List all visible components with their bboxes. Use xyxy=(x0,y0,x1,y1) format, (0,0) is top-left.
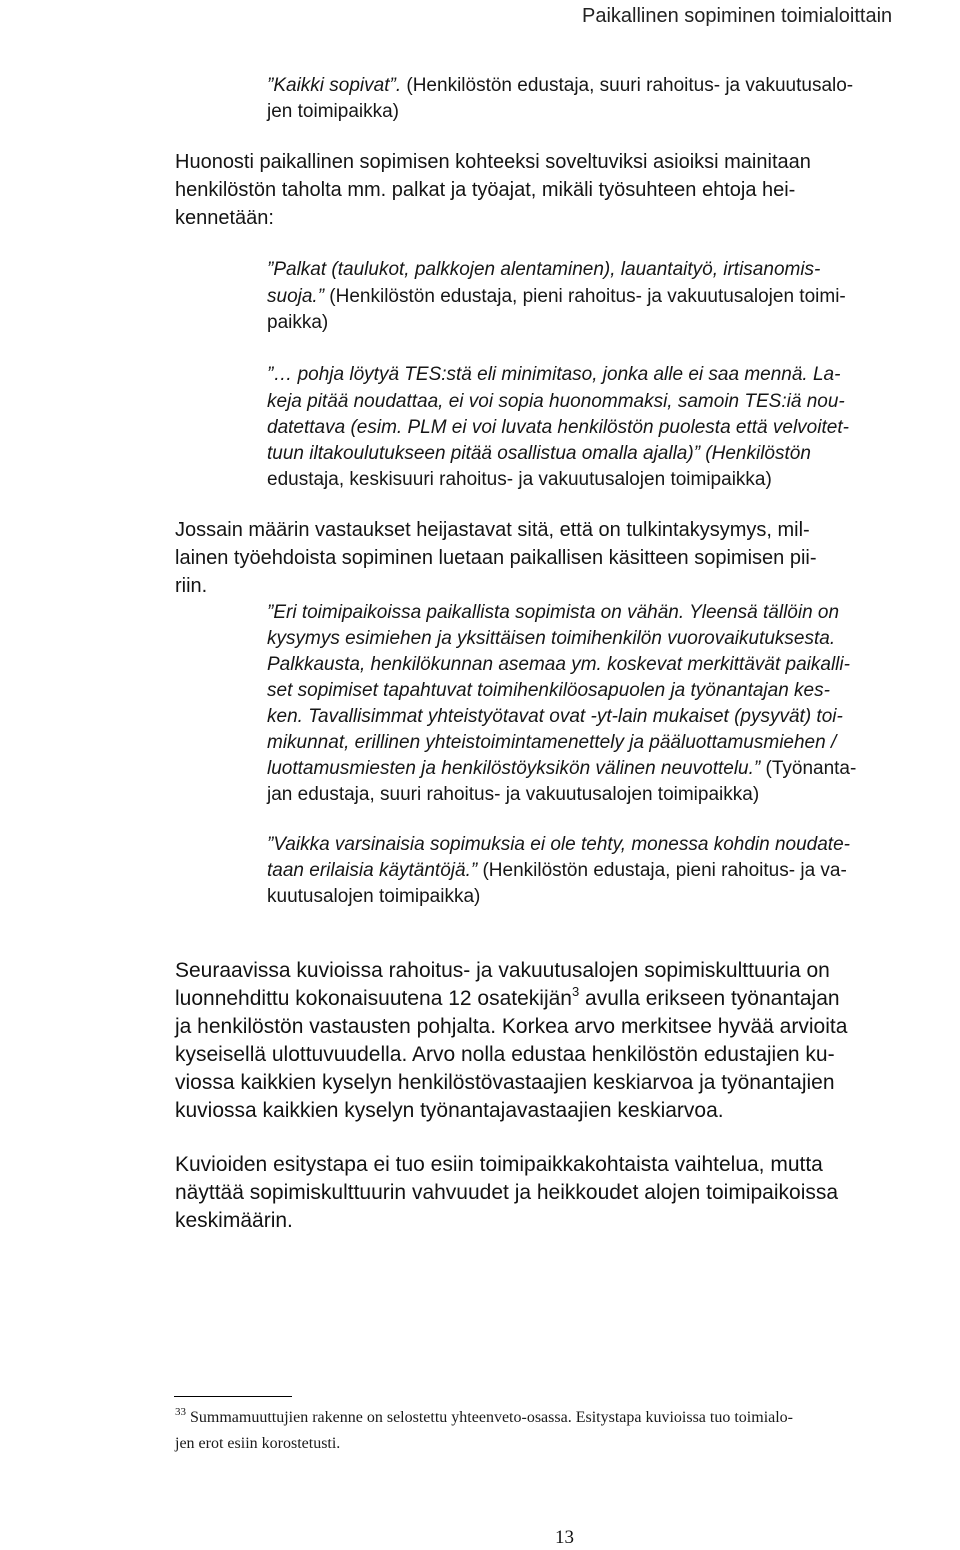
quote-4-line-6: mikunnat, erillinen yhteistoimintamenettely ja pääluottamusmiehen / xyxy=(267,732,837,753)
quote-2-line-1: ”Palkat (taulukot, palkkojen alentaminen), lauantaityö, irtisanomis- xyxy=(267,259,821,280)
para-3-line-4: kyseisellä ulottuvuudella. Arvo nolla edustaa henkilöstön edustajien ku- xyxy=(175,1043,835,1066)
quote-3-line-1: ”… pohja löytyä TES:stä eli minimitaso, jonka alle ei saa mennä. La- xyxy=(267,364,841,385)
para-1-line-3: kennetään: xyxy=(175,207,274,229)
quote-4-line-2: kysymys esimiehen ja yksittäisen toimihenkilön vuorovaikutuksesta. xyxy=(267,628,836,649)
para-3-line-1: Seuraavissa kuvioissa rahoitus- ja vakuutusalojen sopimiskulttuuria on xyxy=(175,959,830,982)
para-2-line-2: lainen työehdoista sopiminen luetaan paikallisen käsitteen sopimisen pii- xyxy=(175,547,817,569)
quote-1-line-1: ”Kaikki sopivat”. (Henkilöstön edustaja, suuri rahoitus- ja vakuutusalo- xyxy=(267,75,854,96)
para-4-line-2: näyttää sopimiskulttuurin vahvuudet ja heikkoudet alojen toimipaikoissa xyxy=(175,1181,839,1204)
para-3-line-3: ja henkilöstön vastausten pohjalta. Korkea arvo merkitsee hyvää arvioita xyxy=(175,1015,848,1038)
para-1-line-2: henkilöstön taholta mm. palkat ja työajat, mikäli työsuhteen ehtoja hei- xyxy=(175,179,796,201)
quote-3-line-4: tuun iltakoulutukseen pitää osallistua omalla ajalla)” (Henkilöstön xyxy=(267,443,811,464)
footnote-line-2: jen erot esiin korostetusti. xyxy=(175,1435,341,1452)
para-3-line-5: viossa kaikkien kyselyn henkilöstövastaajien keskiarvoa ja työnantajien xyxy=(175,1071,835,1094)
quote-5-line-2: taan erilaisia käytäntöjä.” (Henkilöstön edustaja, pieni rahoitus- ja va- xyxy=(267,860,847,881)
quote-4-line-1: ”Eri toimipaikoissa paikallista sopimista on vähän. Yleensä tällöin on xyxy=(267,602,840,623)
quote-5-line-1: ”Vaikka varsinaisia sopimuksia ei ole tehty, monessa kohdin noudate- xyxy=(267,834,850,855)
para-3-line-6: kuviossa kaikkien kyselyn työnantajavastaajien keskiarvoa. xyxy=(175,1099,724,1122)
quote-3-line-5: edustaja, keskisuuri rahoitus- ja vakuutusalojen toimipaikka) xyxy=(267,469,772,490)
para-4-line-3: keskimäärin. xyxy=(175,1209,293,1232)
page-number: 13 xyxy=(555,1527,574,1548)
footnote-number: 33 xyxy=(175,1406,186,1418)
quote-4-line-7: luottamusmiesten ja henkilöstöyksikön välinen neuvottelu.” (Työnanta- xyxy=(267,758,857,779)
running-header: Paikallinen sopiminen toimialoittain xyxy=(582,5,893,27)
footnote-marker: 3 xyxy=(571,984,580,999)
para-2-line-3: riin. xyxy=(175,575,208,597)
para-3-line-2: luonnehdittu kokonaisuutena 12 osatekijän$^3$ avulla erikseen työnantajan xyxy=(175,984,840,1010)
para-4-line-1: Kuvioiden esitystapa ei tuo esiin toimipaikkakohtaista vaihtelua, mutta xyxy=(175,1153,823,1176)
para-2-line-1: Jossain määrin vastaukset heijastavat sitä, että on tulkintakysymys, mil- xyxy=(175,519,810,541)
para-1-line-1: Huonosti paikallinen sopimisen kohteeksi soveltuviksi asioiksi mainitaan xyxy=(175,151,811,173)
footnote-line-1: $^{33}$ Summamuuttujien rakenne on selostettu yhteenveto-osassa. Esitystapa kuvioissa tuo toimialo- xyxy=(175,1406,794,1426)
quote-4-line-4: set sopimiset tapahtuvat toimihenkilöosapuolen ja työnantajan kes- xyxy=(267,680,830,701)
quote-4-line-3: Palkkausta, henkilökunnan asemaa ym. koskevat merkittävät paikalli- xyxy=(267,654,850,675)
quote-2-line-3: paikka) xyxy=(267,312,329,333)
quote-3-line-3: datettava (esim. PLM ei voi luvata henkilöstön puolesta että velvoitet- xyxy=(267,417,849,438)
quote-4-line-8: jan edustaja, suuri rahoitus- ja vakuutusalojen toimipaikka) xyxy=(267,784,760,805)
quote-5-line-3: kuutusalojen toimipaikka) xyxy=(267,886,481,907)
quote-4-line-5: ken. Tavallisimmat yhteistyötavat ovat -yt-lain mukaiset (pysyvät) toi- xyxy=(267,706,843,727)
quote-1-line-2: jen toimipaikka) xyxy=(267,101,399,122)
quote-3-line-2: keja pitää noudattaa, ei voi sopia huonommaksi, samoin TES:iä nou- xyxy=(267,391,845,412)
footnote-divider xyxy=(174,1396,292,1397)
quote-2-line-2: suoja.” (Henkilöstön edustaja, pieni rahoitus- ja vakuutusalojen toimi- xyxy=(267,286,846,307)
